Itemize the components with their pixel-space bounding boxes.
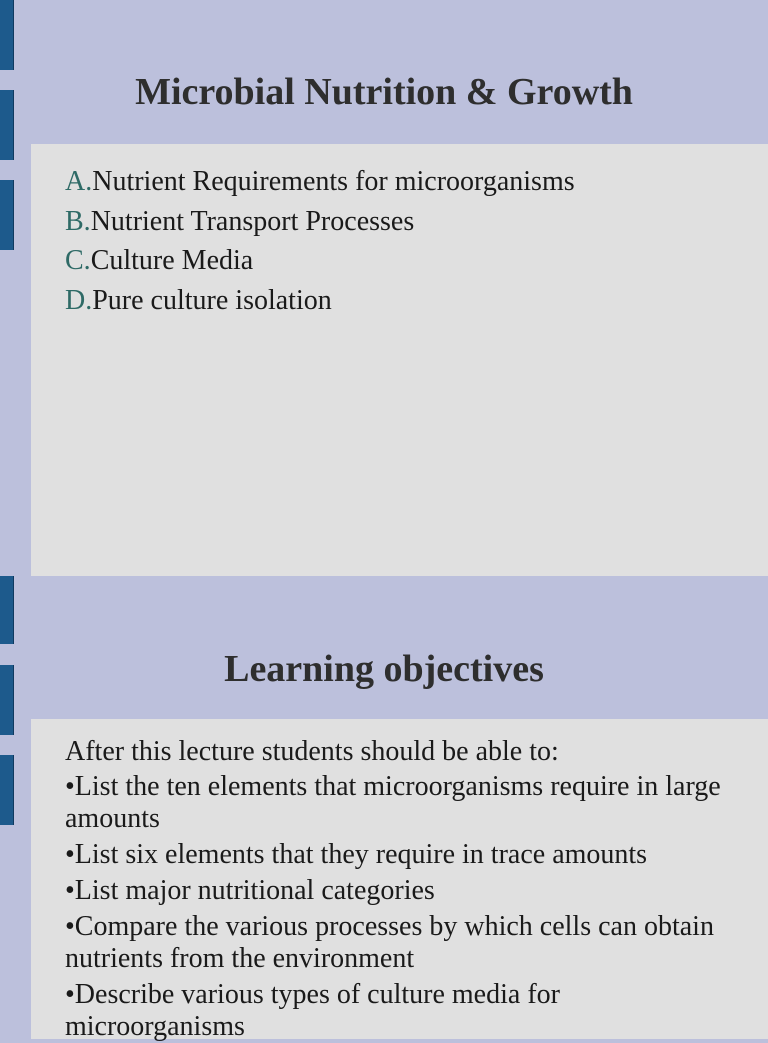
objectives-intro: After this lecture students should be able to: (65, 736, 559, 767)
outline-letter: D. (65, 284, 93, 316)
slide-title: Microbial Nutrition & Growth (135, 71, 633, 113)
slide-title: Learning objectives (224, 648, 544, 690)
left-accent-bar (0, 180, 14, 250)
outline-text: Culture Media (90, 245, 254, 276)
outline-letter: B. (65, 205, 91, 237)
left-accent-bar (0, 0, 14, 70)
outline-text: Pure culture isolation (92, 284, 332, 316)
outline-item (65, 162, 768, 202)
outline-item (65, 241, 768, 281)
outline-letter: C. (65, 245, 91, 276)
outline-text: Nutrient Requirements for microorganisms (92, 166, 575, 197)
left-accent-bar (0, 755, 14, 825)
objective-item: •Describe various types of culture media for microorganisms (65, 979, 560, 1042)
content-box (31, 719, 768, 1042)
objective-item: •Compare the various processes by which cells can obtain nutrients from the environment (65, 911, 714, 974)
outline-list (65, 162, 768, 320)
objective-item: •List the ten elements that microorganisms require in large amounts (65, 771, 721, 834)
left-accent-bar (0, 576, 14, 644)
outline-text: Nutrient Transport Processes (90, 205, 415, 237)
objective-item: •List six elements that they require in trace amounts (65, 839, 648, 870)
objective-item: •List major nutritional categories (65, 875, 435, 906)
outline-letter: A. (65, 166, 93, 197)
content-box (31, 144, 768, 576)
objectives-list (65, 771, 738, 1043)
slide-learning-objectives (0, 576, 768, 1042)
objectives-block (65, 736, 738, 1043)
outline-item (65, 281, 768, 321)
outline-item (65, 202, 768, 242)
